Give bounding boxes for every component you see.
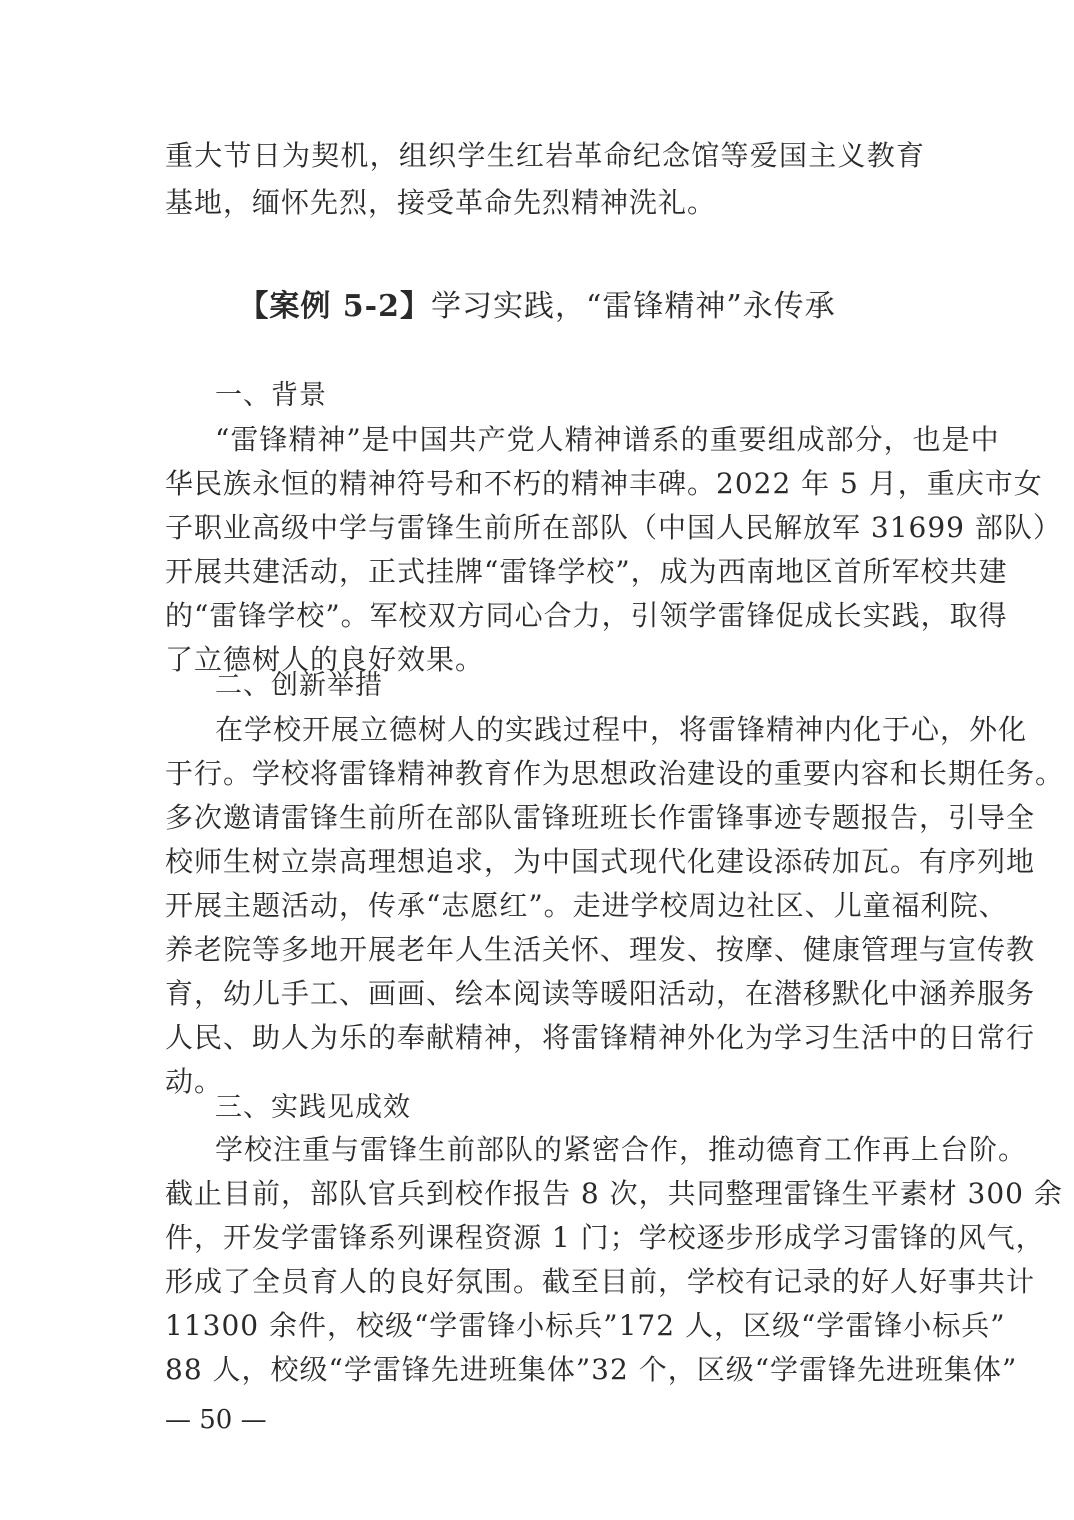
- paragraph-line: 养老院等多地开展老年人生活关怀、理发、按摩、健康管理与宣传教: [165, 933, 1036, 966]
- paragraph-line: 截止目前，部队官兵到校作报告 8 次，共同整理雷锋生平素材 300 余: [165, 1177, 1063, 1210]
- intro-line-1: 重大节日为契机，组织学生红岩革命纪念馆等爱国主义教育: [165, 139, 925, 172]
- case-title: 学习实践，“雷锋精神”永传承: [430, 289, 836, 324]
- page-number: — 50 —: [165, 1405, 267, 1435]
- case-label: 【案例 5-2】: [238, 289, 431, 324]
- paragraph-line: 形成了全员育人的良好氛围。截至目前，学校有记录的好人好事共计: [165, 1265, 1036, 1298]
- section-heading-results: 三、实践见成效: [215, 1092, 411, 1123]
- paragraph-line: 了立德树人的良好效果。: [165, 643, 485, 676]
- paragraph-line: 动。: [165, 1065, 224, 1098]
- intro-line-2: 基地，缅怀先烈，接受革命先烈精神洗礼。: [165, 186, 717, 219]
- case-heading: [0, 285, 1074, 329]
- paragraph-line: 开展共建活动，正式挂牌“雷锋学校”，成为西南地区首所军校共建: [165, 555, 1008, 588]
- paragraph-line: “雷锋精神”是中国共产党人精神谱系的重要组成部分，也是中: [215, 423, 1000, 456]
- paragraph-line: 学校注重与雷锋生前部队的紧密合作，推动德育工作再上台阶。: [215, 1133, 1028, 1166]
- paragraph-line: 在学校开展立德树人的实践过程中，将雷锋精神内化于心，外化: [215, 713, 1028, 746]
- paragraph-line: 华民族永恒的精神符号和不朽的精神丰碑。2022 年 5 月，重庆市女: [165, 467, 1043, 500]
- paragraph-line: 件，开发学雷锋系列课程资源 1 门；学校逐步形成学习雷锋的风气，: [165, 1221, 1045, 1254]
- section-heading-background: 一、背景: [215, 380, 327, 411]
- paragraph-line: 88 人，校级“学雷锋先进班集体”32 个，区级“学雷锋先进班集体”: [165, 1353, 1018, 1386]
- paragraph-line: 子职业高级中学与雷锋生前所在部队（中国人民解放军 31699 部队）: [165, 511, 1062, 544]
- paragraph-line: 11300 余件，校级“学雷锋小标兵”172 人，区级“学雷锋小标兵”: [165, 1309, 1006, 1342]
- paragraph-line: 人民、助人为乐的奉献精神，将雷锋精神外化为学习生活中的日常行: [165, 1021, 1036, 1054]
- paragraph-line: 的“雷锋学校”。军校双方同心合力，引领学雷锋促成长实践，取得: [165, 599, 1008, 632]
- paragraph-line: 于行。学校将雷锋精神教育作为思想政治建设的重要内容和长期任务。: [165, 757, 1065, 790]
- paragraph-line: 校师生树立崇高理想追求，为中国式现代化建设添砖加瓦。有序列地: [165, 845, 1036, 878]
- paragraph-line: 开展主题活动，传承“志愿红”。走进学校周边社区、儿童福利院、: [165, 889, 1008, 922]
- section-heading-innovation: 二、创新举措: [215, 670, 383, 701]
- paragraph-line: 多次邀请雷锋生前所在部队雷锋班班长作雷锋事迹专题报告，引导全: [165, 801, 1036, 834]
- paragraph-line: 育，幼儿手工、画画、绘本阅读等暖阳活动，在潜移默化中涵养服务: [165, 977, 1036, 1010]
